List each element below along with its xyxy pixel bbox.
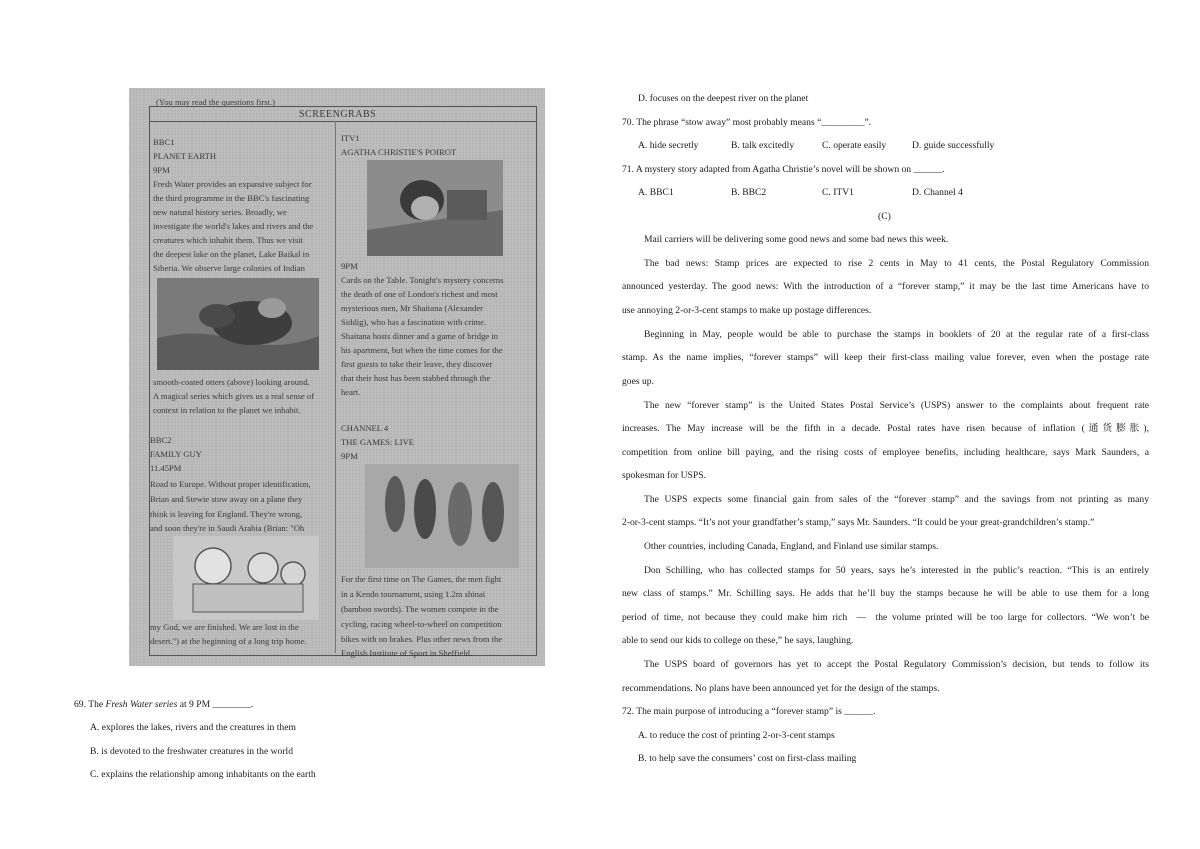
question-72-option-b: B. to help save the consumers’ cost on first-class mailing xyxy=(638,753,857,764)
section-c-label: (C) xyxy=(878,211,891,222)
bbc1-line-9: Siberia. We observe large colonies of Indian xyxy=(153,263,305,273)
channel4-line-0: CHANNEL 4 xyxy=(341,423,389,433)
question-71-option-b: B. BBC2 xyxy=(731,187,767,198)
bbc2-line-5: think is leaving for England. They're wrong, xyxy=(150,509,303,519)
bbc2-line-6: and soon they're in Saudi Arabia (Brian: "Oh xyxy=(150,523,305,533)
bbc1-line-1: PLANET EARTH xyxy=(153,151,217,161)
itv1-line-7: Shaitana hosts dinner and a game of bridge in xyxy=(341,331,499,341)
channel4-line-5: (bamboo swords). The women compete in the xyxy=(341,604,499,614)
itv1-line-9: first guests to take their leave, they discover xyxy=(341,359,493,369)
paragraph-7-line-2: new class of stamps.” Mr. Schilling says. He adds that he’ll buy the stamps because he will be able to use them for a long xyxy=(622,588,1149,599)
bbc1-line-6: investigate the world's lakes and rivers and the xyxy=(153,221,314,231)
family-guy-cartoon xyxy=(173,536,319,620)
paragraph-7-line-4: able to send our kids to college on these,” he says, laughing. xyxy=(622,635,854,646)
itv1-line-5: mysterious men, Mr Shaitana (Alexander xyxy=(341,303,483,313)
paragraph-5-line-2: 2-or-3-cent stamps. “It’s not your grandfather’s stamp,” says Mr. Saunders. “It could be your great-grandchildren’s stamp.” xyxy=(622,517,1095,528)
paragraph-2-line-2: announced yesterday. The good news: With the introduction of a “forever stamp,” it may be the last time Americans have to xyxy=(622,281,1149,292)
bbc1-line-4: the third programme in the BBC's fascinating xyxy=(153,193,310,203)
bbc2-line-7: my God, we are finished. We are lost in the xyxy=(150,622,299,632)
question-70: 70. The phrase “stow away” most probably means “_________”. xyxy=(622,117,872,128)
question-69-option-a: A. explores the lakes, rivers and the creatures in them xyxy=(90,722,296,733)
question-71-option-d: D. Channel 4 xyxy=(912,187,963,198)
itv1-line-0: ITV1 xyxy=(341,133,360,143)
itv1-line-8: his apartment, but when the time comes for the xyxy=(341,345,503,355)
question-69: 69. The Fresh Water series at 9 PM ________. xyxy=(74,699,254,710)
question-71: 71. A mystery story adapted from Agatha Christie’s novel will be shown on ______. xyxy=(622,164,945,175)
paragraph-4-line-2: increases. The May increase will be the fifth in a decade. Postal rates have risen because of inflation (通货膨胀), xyxy=(622,423,1149,434)
question-70-option-d: D. guide successfully xyxy=(912,140,995,151)
channel4-line-3: For the first time on The Games, the men fight xyxy=(341,574,502,584)
question-71-option-c: C. ITV1 xyxy=(822,187,854,198)
listing-title: SCREENGRABS xyxy=(299,109,377,120)
otters-photo xyxy=(157,278,319,370)
bbc2-line-4: Brian and Stewie stow away on a plane they xyxy=(150,494,303,504)
paragraph-3-line-1: Beginning in May, people would be able to purchase the stamps in booklets of 20 at the regular rate of a first-class xyxy=(644,329,1149,340)
header-note: (You may read the questions first.) xyxy=(156,97,275,107)
itv1-line-1: AGATHA CHRISTIE'S POIROT xyxy=(341,147,457,157)
poirot-photo xyxy=(367,160,503,256)
bbc1-line-0: BBC1 xyxy=(153,137,175,147)
paragraph-4-line-3: competition from online bill paying, and the rising costs of employee benefits, including healthcare, says Mark Saunders, a xyxy=(622,447,1149,458)
paragraph-4-line-1: The new “forever stamp” is the United States Postal Service’s (USPS) answer to the complaints about frequent rate xyxy=(644,400,1149,411)
bbc1-line-3: Fresh Water provides an expansive subject for xyxy=(153,179,312,189)
channel4-line-2: 9PM xyxy=(341,451,358,461)
paragraph-7-line-3: period of time, not because they could make him rich — the volume printed will be too large for collectors. “We won’t be xyxy=(622,612,1149,623)
question-69-option-c: C. explains the relationship among inhabitants on the earth xyxy=(90,769,316,780)
question-69-option-d: D. focuses on the deepest river on the planet xyxy=(638,93,809,104)
paragraph-8-line-1: The USPS board of governors has yet to accept the Postal Regulatory Commission’s decision, but tends to follow its xyxy=(644,659,1149,670)
bbc1-line-7: creatures which inhabit them. Thus we visit xyxy=(153,235,303,245)
question-72-option-a: A. to reduce the cost of printing 2-or-3-cent stamps xyxy=(638,730,835,741)
paragraph-1: Mail carriers will be delivering some good news and some bad news this week. xyxy=(644,234,949,245)
question-69-italic: Fresh Water series xyxy=(105,699,178,710)
question-70-option-b: B. talk excitedly xyxy=(731,140,795,151)
question-70-option-c: C. operate easily xyxy=(822,140,887,151)
bbc2-line-2: 11.45PM xyxy=(150,463,182,473)
bbc1-line-12: context in relation to the planet we inhabit. xyxy=(153,405,301,415)
bbc1-line-5: new natural history series. Broadly, we xyxy=(153,207,287,217)
itv1-line-11: heart. xyxy=(341,387,361,397)
paragraph-4-line-4: spokesman for USPS. xyxy=(622,470,706,481)
paragraph-6: Other countries, including Canada, England, and Finland use similar stamps. xyxy=(644,541,939,552)
channel4-line-6: cycling, racing wheel-to-wheel on competition xyxy=(341,619,502,629)
scanned-tv-listing-image xyxy=(129,88,545,666)
paragraph-3-line-3: goes up. xyxy=(622,376,654,387)
bbc1-line-2: 9PM xyxy=(153,165,170,175)
paragraph-2-line-3: use annoying 2-or-3-cent stamps to make up postage differences. xyxy=(622,305,872,316)
bbc2-line-1: FAMILY GUY xyxy=(150,449,202,459)
itv1-line-2: 9PM xyxy=(341,261,358,271)
paragraph-3-line-2: stamp. As the name implies, “forever stamps” will keep their first-class mailing value forever, even when the postage rate xyxy=(622,352,1149,363)
bbc1-line-11: A magical series which gives us a real sense of xyxy=(153,391,315,401)
paragraph-2-line-1: The bad news: Stamp prices are expected to rise 2 cents in May to 41 cents, the Postal Regulatory Commission xyxy=(644,258,1149,269)
itv1-line-10: that their host has been stabbed through the xyxy=(341,373,491,383)
bbc2-line-8: desert.") at the beginning of a long trip home. xyxy=(150,636,307,646)
channel4-line-8: English Institute of Sport in Sheffield. xyxy=(341,648,473,658)
games-photo xyxy=(365,464,519,568)
itv1-line-3: Cards on the Table. Tonight's mystery concerns xyxy=(341,275,504,285)
channel4-line-1: THE GAMES: LIVE xyxy=(341,437,415,447)
question-70-option-a: A. hide secretly xyxy=(638,140,699,151)
itv1-line-6: Siddig), who has a fascination with crime. xyxy=(341,317,487,327)
column-divider xyxy=(335,121,336,653)
question-69-option-b: B. is devoted to the freshwater creatures in the world xyxy=(90,746,294,757)
channel4-line-4: in a Kendo tournament, using 1.2m shinai xyxy=(341,589,486,599)
itv1-line-4: the death of one of London's richest and most xyxy=(341,289,498,299)
paragraph-7-line-1: Don Schilling, who has collected stamps for 50 years, says he’s interested in the public’s reaction. “This is an entirely xyxy=(644,565,1149,576)
paragraph-8-line-2: recommendations. No plans have been announced yet for the design of the stamps. xyxy=(622,683,940,694)
channel4-line-7: bikes with no brakes. Plus other news from the xyxy=(341,634,503,644)
bbc2-line-0: BBC2 xyxy=(150,435,172,445)
bbc2-line-3: Road to Europe. Without proper identification, xyxy=(150,479,311,489)
question-71-option-a: A. BBC1 xyxy=(638,187,674,198)
paragraph-5-line-1: The USPS expects some financial gain from sales of the “forever stamp” and the savings from not printing as many xyxy=(644,494,1149,505)
bbc1-line-10: smooth-coated otters (above) looking around. xyxy=(153,377,310,387)
question-72: 72. The main purpose of introducing a “forever stamp” is ______. xyxy=(622,706,876,717)
bbc1-line-8: the deepest lake on the planet, Lake Baikal in xyxy=(153,249,310,259)
